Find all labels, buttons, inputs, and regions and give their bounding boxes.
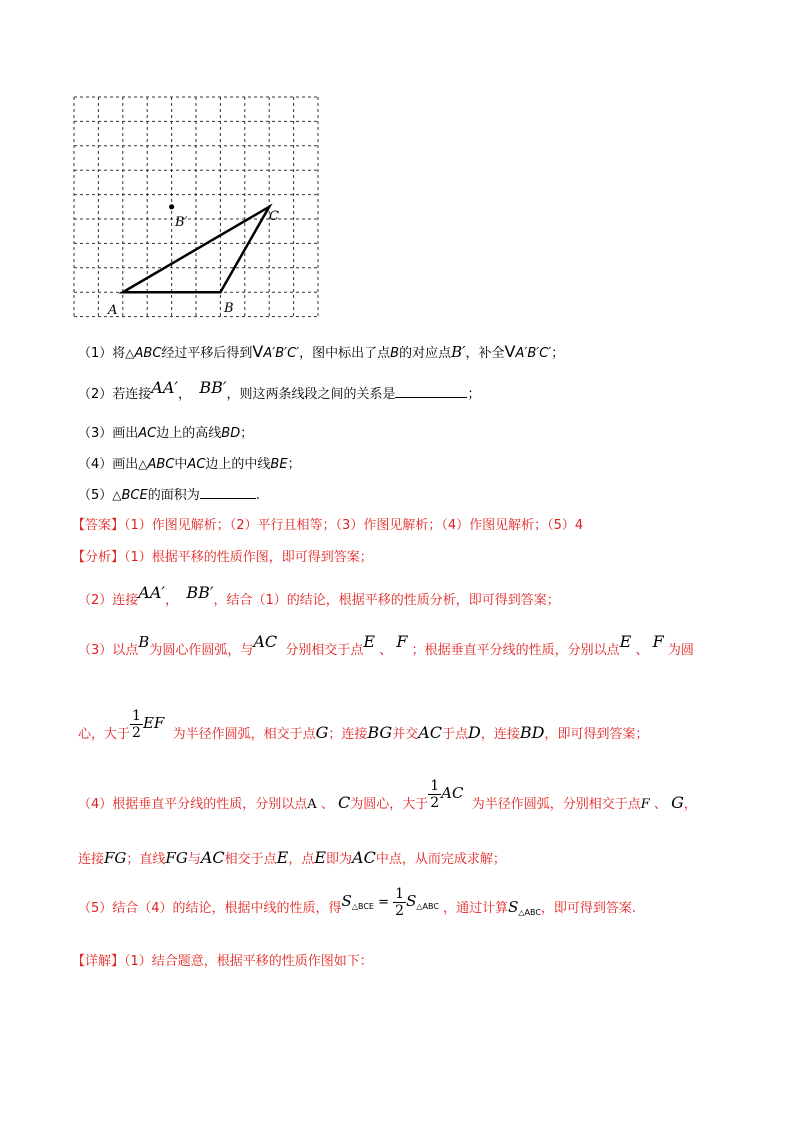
answer-line [72,517,583,535]
analysis-text: 为半径作圆弧，分别相交于点 [471,797,641,812]
q3-text: （3）画出 [78,426,139,441]
math-ac: AC [200,848,225,867]
triangle-symbol: △ [112,488,122,502]
fraction-half [393,886,406,919]
fraction-denominator: 2 [132,725,141,741]
q1-v: V [504,342,516,361]
question-1 [78,343,564,363]
math-fg: FG [104,849,127,867]
math-ef: EF [142,714,165,732]
q4-abc: ABC [147,457,175,472]
math-subscript: △ABC [416,902,439,911]
math-e: E [276,848,289,867]
q3-text: 边上的高线 [156,426,222,441]
math-subscript: △BCE [351,902,374,911]
question-3 [78,425,253,443]
q2-text: ； [467,387,481,402]
analysis-line-7 [78,886,637,930]
question-2 [78,378,481,404]
analysis-text: （4）根据垂直平分线的性质，分别以点 [78,797,308,812]
analysis-text: （2）连接 [78,593,139,608]
q2-text: ， [178,387,192,402]
math-subscript: △ABC [518,908,541,917]
analysis-line-2 [78,583,560,610]
question-4 [78,455,301,474]
math-ac: AC [418,723,443,742]
analysis-text: ；连接 [328,727,368,742]
math-e: E [314,848,327,867]
q4-text: 中 [174,457,188,472]
analysis-line-4 [78,708,649,754]
fraction-half [130,708,143,741]
q1-text: ； [551,346,565,361]
analysis-text: ；根据垂直平分线的性质，分别以点 [411,643,620,658]
math-ac: AC [253,632,278,651]
label-a: A [108,303,118,318]
analysis-text: 中点，从而完成求解； [375,852,506,867]
fraction-numerator: 1 [132,708,141,724]
analysis-text: 为圆心，大于 [350,797,429,812]
q2-text: ，则这两条线段之间的关系是 [226,387,396,402]
grid-lines [74,97,318,317]
q1-text: ，图中标出了点 [299,346,391,361]
analysis-text: ，通过计算 [443,901,509,916]
analysis-text: ，结合（1）的结论，根据平移的性质分析，即可得到答案； [213,593,560,608]
analysis-text: 心，大于 [78,727,131,742]
math-e: E [619,632,632,651]
math-s: S [406,892,417,910]
point-b-prime-dot [169,204,174,209]
math-a: A [307,797,317,812]
math-f: F [396,632,408,651]
math-d: D [468,723,481,742]
q3-bd: BD [221,426,241,441]
label-b: B [224,301,234,316]
q5-text: （5） [78,488,113,503]
grid-figure [72,95,320,323]
analysis-text: 为圆心作圆弧，与 [149,643,254,658]
fraction-denominator: 2 [395,903,405,919]
q1-v: V [252,342,264,361]
analysis-line-6 [78,849,506,869]
triangle-symbol: △ [125,346,135,360]
question-5 [78,486,260,505]
analysis-text: （3）以点 [78,643,139,658]
analysis-text: ， [683,797,697,812]
analysis-text: ；直线 [126,852,166,867]
q4-text: 边上的中线 [205,457,271,472]
analysis-text: 于点 [442,727,469,742]
analysis-tag: 【分析】 [72,550,125,565]
math-bb: BB′ [186,583,214,602]
triangle-symbol: △ [138,457,148,471]
math-equals: = [378,895,390,910]
detail-text: （1）结合题意，根据平移的性质作图如下： [124,954,373,969]
analysis-text: 、 [635,643,649,658]
q3-ac: AC [138,426,157,441]
answer-tag: 【答案】 [72,518,125,533]
math-e: E [363,632,376,651]
analysis-text: 相交于点 [224,852,277,867]
analysis-text: ，连接 [480,727,520,742]
analysis-text: 为圆 [667,643,694,658]
fraction-numerator: 1 [395,886,405,902]
math-f: F [640,797,650,812]
analysis-text: ，即可得到答案； [544,727,649,742]
q4-ac: AC [187,457,206,472]
math-f: F [652,632,664,651]
math-g: G [315,723,329,742]
analysis-text: 连接 [78,852,105,867]
fraction-numerator: 1 [430,778,440,794]
q4-text: ； [287,457,301,472]
answer-text: （1）作图见解析；（2）平行且相等；（3）作图见解析；（4）作图见解析；（5）4 [124,518,584,533]
q4-be: BE [270,457,288,472]
math-aa: AA′ [138,583,166,602]
detail-line [72,953,373,971]
analysis-line-5 [78,778,697,824]
q2-bb: BB′ [199,378,227,397]
analysis-text: 即为 [326,852,353,867]
fraction-half [428,778,441,811]
q1-apbpcp: A′B′C′ [515,346,552,361]
answer-blank-5[interactable] [200,486,256,499]
math-ac: AC [441,784,464,802]
analysis-text: ，点 [288,852,315,867]
analysis-text: 为半径作圆弧，相交于点 [172,727,316,742]
q3-text: ； [240,426,254,441]
analysis-text: （5）结合（4）的结论，根据中线的性质，得 [78,901,342,916]
analysis-text: ， [165,593,179,608]
math-s: S [341,892,352,910]
q1-bp: B′ [451,343,466,361]
q1-abc: ABC [134,346,162,361]
math-bg: BG [367,723,393,742]
analysis-line-3 [78,632,694,660]
analysis-text: 并交 [392,727,419,742]
q4-text: （4）画出 [78,457,139,472]
detail-tag: 【详解】 [72,954,125,969]
q5-text: 的面积为 [147,488,200,503]
q5-bce: BCE [121,488,148,503]
q1-apbpcp: A′B′C′ [263,346,300,361]
math-s: S [508,898,519,916]
math-g: G [671,793,684,812]
analysis-text: 分别相交于点 [285,643,364,658]
math-fg: FG [165,849,188,867]
math-ac: AC [352,848,376,867]
formula-area [341,886,439,919]
q5-text: . [255,488,260,503]
q1-text: （1）将 [78,346,126,361]
answer-blank-2[interactable] [395,385,467,398]
analysis-text: 、 [653,797,667,812]
analysis-text: （1）根据平移的性质作图，即可得到答案； [124,550,373,565]
label-c: C [269,209,279,224]
q1-text: 经过平移后得到 [161,346,253,361]
q2-text: （2）若连接 [78,387,152,402]
analysis-text: 与 [187,852,201,867]
label-b-prime: B′ [175,215,188,230]
analysis-text: 、 [379,643,393,658]
fraction-denominator: 2 [430,795,440,811]
analysis-line-1 [72,549,373,567]
q1-text: 的对应点 [399,346,452,361]
math-c: C [337,793,351,812]
analysis-text: 、 [320,797,334,812]
math-bd: BD [519,723,545,742]
q1-b: B [390,346,400,361]
analysis-text: ，即可得到答案. [540,901,637,916]
math-b: B [138,633,150,651]
q1-text: ，补全 [465,346,505,361]
q2-aa: AA′ [151,378,179,397]
